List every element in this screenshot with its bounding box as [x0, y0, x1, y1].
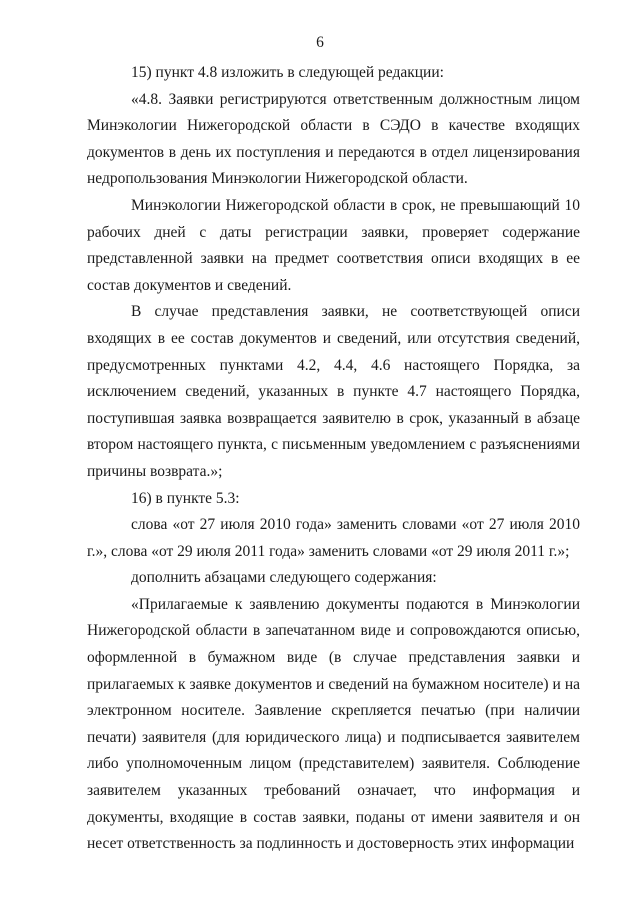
paragraph-date-replacement: слова «от 27 июля 2010 года» заменить словами «от 27 июля 2010 г.», слова «от 29 июля 2011 года» заменить словами «от 29 июля 2011 г.»;: [87, 516, 580, 560]
page-number: 6: [316, 34, 324, 51]
paragraph-item-15: 15) пункт 4.8 изложить в следующей редакции:: [131, 64, 444, 81]
paragraph-return-conditions: В случае представления заявки, не соответствующей описи входящих в ее состав документов и сведений, или отсутствия сведений, предусмотренных пунктами 4.2, 4.4, 4.6 настоящего Порядка, за исключением сведений, указанных в пункте 4.7 настоящего Порядка, поступившая заявка возвращается заявителю в срок, указанный в абзаце втором настоящего пункта, с письменным уведомлением с разъяснениями причины возврата.»;: [87, 303, 580, 480]
paragraph-add-clauses: дополнить абзацами следующего содержания:: [131, 569, 437, 587]
paragraph-4-8-registration: «4.8. Заявки регистрируются ответственным должностным лицом Минэкологии Нижегородской области в СЭДО в качестве входящих документов в день их поступления и передаются в отдел лицензирования недропользования Минэкологии Нижегородской области.: [87, 90, 580, 188]
paragraph-item-16: 16) в пункте 5.3:: [131, 489, 240, 507]
paragraph-submission-requirements: «Прилагаемые к заявлению документы подаются в Минэкологии Нижегородской области в запечатанном виде и сопровождаются описью, оформленной в бумажном виде (в случае представления заявки и прилагаемых к заявке документов и сведений на бумажном носителе) и на электронном носителе. Заявление скрепляется печатью (при наличии печати) заявителя (для юридического лица) и подписывается заявителем либо уполномоченным лицом (представителем) заявителя. Соблюдение заявителем указанных требований означает, что информация и документы, входящие в состав заявки, поданы от имени заявителя и он несет ответственность за подлинность и достоверность этих информации: [87, 595, 580, 853]
paragraph-review-deadline: Минэкологии Нижегородской области в срок, не превышающий 10 рабочих дней с даты регистрации заявки, проверяет содержание представленной заявки на предмет соответствия описи входящих в ее состав документов и сведений.: [87, 196, 580, 294]
document-body: [87, 60, 580, 858]
